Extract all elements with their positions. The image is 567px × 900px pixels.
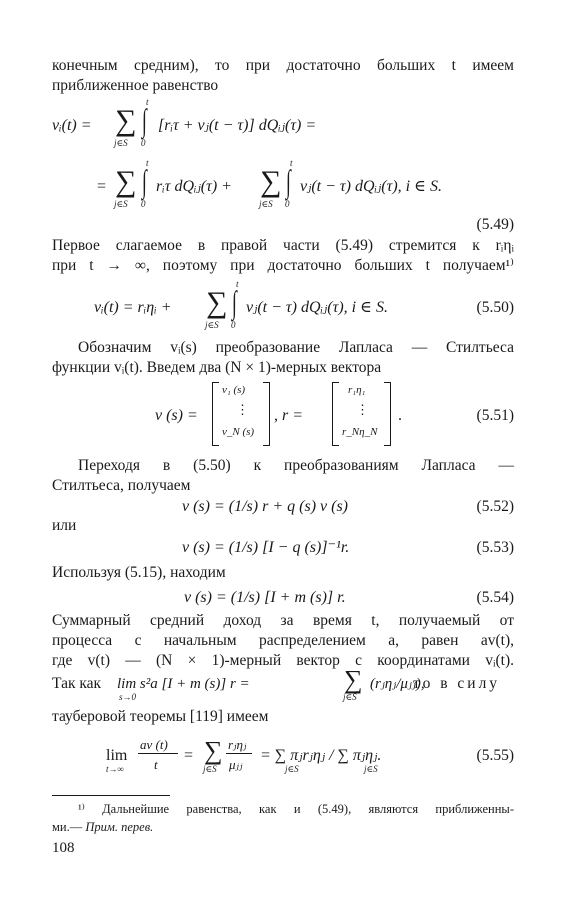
footnote-line (52, 818, 514, 836)
eq-549-term2: vⱼ(t − τ) dQᵢⱼ(τ), i ∈ S. (300, 178, 442, 195)
fraction-denominator: μⱼⱼ (229, 757, 243, 772)
equation-number: (5.53) (476, 539, 514, 556)
sum-subscript: j∈S (285, 764, 299, 774)
integral-lower: 0 (231, 320, 236, 330)
eq-553: v (s) = (1/s) [I − q (s)]⁻¹r. (182, 539, 350, 556)
right-bracket (384, 382, 391, 446)
integral-upper: t (290, 158, 293, 168)
integral-sign: ∫ (232, 284, 237, 320)
eq-555-equals: = (184, 747, 194, 764)
text-line: Первое слагаемое в правой части (5.49) стремится к rᵢηᵢ (52, 237, 514, 254)
eq-554: v (s) = (1/s) [I + m (s)] r. (184, 589, 346, 606)
text-line: где v(t) — (N × 1)-мерный вектор с координатами vᵢ(t). (52, 652, 514, 669)
integral-lower: 0 (141, 138, 146, 148)
eq-551-r: , r = (274, 407, 304, 424)
vector-dots: ⋮ (356, 402, 369, 417)
eq-550-body: vⱼ(t − τ) dQᵢⱼ(τ), i ∈ S. (246, 299, 388, 316)
inline-sum-term: (rⱼηⱼ/μⱼⱼ), (370, 676, 425, 692)
footnote-text: ми.— (52, 820, 86, 834)
integral-lower: 0 (141, 199, 146, 209)
eq-551-v: v (s) = (155, 407, 198, 424)
fraction-numerator: av (t) (140, 737, 168, 752)
sum-subscript: j∈S (114, 199, 128, 209)
sum-subscript: j∈S (203, 764, 217, 774)
sum-sign: ∑ (344, 665, 363, 694)
fraction-denominator: t (154, 757, 158, 772)
eq-555-lim: lim (106, 747, 128, 764)
sum-sign: ∑ (115, 165, 137, 198)
eq-549-equals: = (97, 178, 107, 195)
right-bracket (263, 382, 270, 446)
sum-sign: ∑ (204, 736, 223, 765)
integral-sign: ∫ (142, 163, 147, 199)
text-line: то в силу (413, 675, 501, 692)
sum-sign: ∑ (260, 165, 282, 198)
text-line: функции vᵢ(t). Введем два (N × 1)-мерных вектора (52, 359, 382, 376)
eq-549-lhs: vᵢ(t) = (52, 117, 92, 134)
eq-549-body: [rᵢτ + vⱼ(t − τ)] dQᵢⱼ(τ) = (158, 117, 317, 134)
sum-subscript: j∈S (364, 764, 378, 774)
text-line: при t → ∞, поэтому при достаточно больших t получаем¹⁾ (52, 257, 514, 274)
text-line: тауберовой теоремы [119] имеем (52, 708, 269, 725)
text-line: Используя (5.15), находим (52, 564, 226, 581)
page-number: 108 (52, 840, 75, 856)
eq-550-lhs: vᵢ(t) = rᵢηᵢ + (94, 299, 172, 316)
text-line: Стилтьеса, получаем (52, 477, 191, 494)
text-line: или (52, 517, 77, 534)
limit-subscript: t→∞ (106, 764, 124, 774)
vector-dots: ⋮ (236, 402, 249, 417)
fraction-numerator: rⱼηⱼ (228, 737, 247, 752)
eq-555-rest: = ∑ πⱼrⱼηⱼ / ∑ πⱼηⱼ. (260, 747, 382, 764)
text-line: приближенное равенство (52, 77, 219, 94)
left-bracket (332, 382, 339, 446)
equation-number: (5.49) (476, 216, 514, 233)
sum-sign: ∑ (115, 104, 137, 137)
inline-limit: lim s²a [I + m (s)] r = (117, 676, 250, 692)
vector-entry: r₁η₁ (348, 384, 366, 396)
integral-sign: ∫ (142, 102, 147, 138)
integral-sign: ∫ (286, 163, 291, 199)
vector-entry: r_Nη_N (342, 426, 378, 438)
sum-subscript: j∈S (205, 320, 219, 330)
text-line: Обозначим vᵢ(s) преобразование Лапласа — Стилтьеса (78, 339, 514, 356)
footnote-rule (52, 795, 170, 796)
text-line: процесса с начальным распределением a, равен av(t), (52, 632, 514, 649)
eq-549-term1: rᵢτ dQᵢⱼ(τ) + (156, 178, 232, 195)
vector-entry: v₁ (s) (222, 384, 246, 396)
equation-number: (5.55) (476, 747, 514, 764)
equation-number: (5.50) (476, 299, 514, 316)
integral-upper: t (146, 97, 149, 107)
fraction-bar (138, 753, 178, 754)
sum-subscript: j∈S (343, 692, 357, 702)
footnote-line: ¹⁾ Дальнейшие равенства, как и (5.49), являются приближенны- (78, 802, 514, 816)
equation-number: (5.51) (476, 407, 514, 424)
equation-number: (5.54) (476, 589, 514, 606)
period: . (398, 407, 402, 424)
integral-upper: t (236, 279, 239, 289)
sum-subscript: j∈S (259, 199, 273, 209)
footnote-italic: Прим. перев. (85, 820, 154, 834)
integral-lower: 0 (285, 199, 290, 209)
text-line: конечным средним), то при достаточно больших t имеем (52, 57, 514, 74)
fraction-bar (226, 753, 252, 754)
sum-subscript: j∈S (114, 138, 128, 148)
left-bracket (212, 382, 219, 446)
integral-upper: t (146, 158, 149, 168)
sum-sign: ∑ (206, 286, 228, 319)
vector-entry: v_N (s) (222, 426, 255, 438)
text-line: Переходя в (5.50) к преобразованиям Лапласа — (78, 457, 514, 474)
eq-552: v (s) = (1/s) r + q (s) v (s) (182, 498, 348, 515)
text-line: Суммарный средний доход за время t, получаемый от (52, 612, 514, 629)
limit-subscript: s→0 (119, 692, 137, 702)
equation-number: (5.52) (476, 498, 514, 515)
text-line: Так как (52, 675, 102, 692)
